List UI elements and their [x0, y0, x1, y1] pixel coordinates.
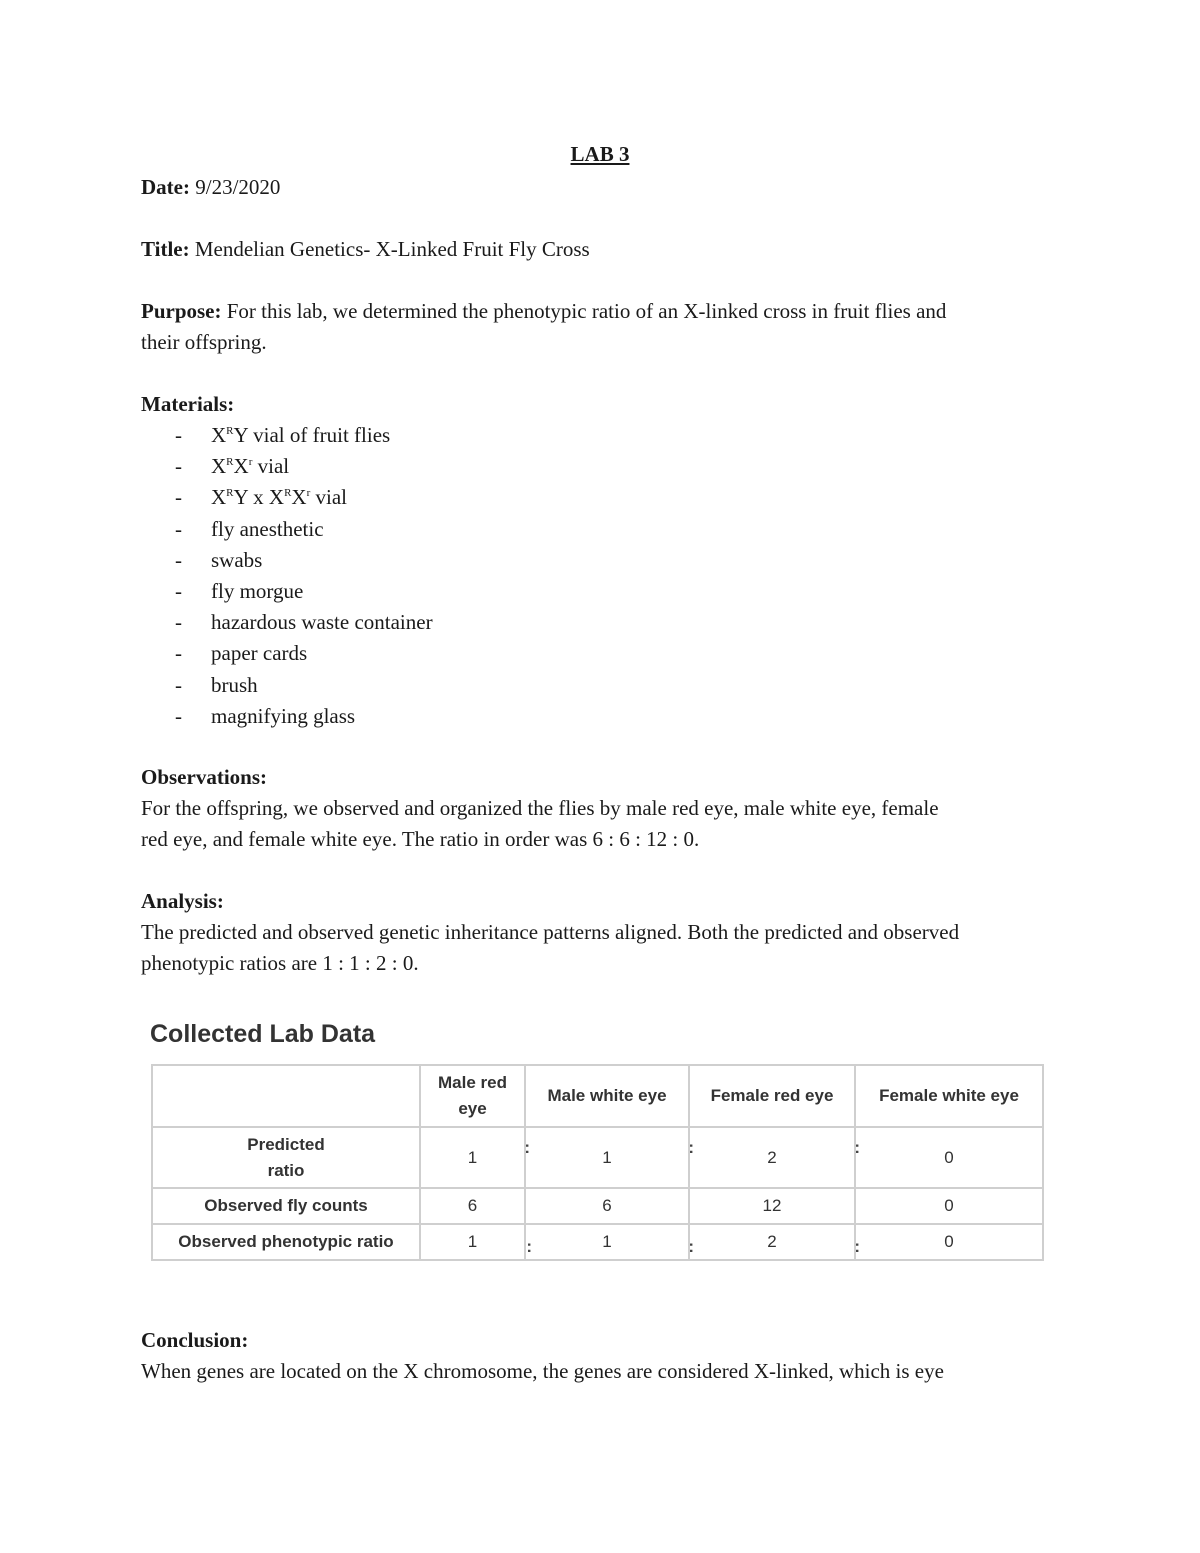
- list-item: - fly morgue: [141, 576, 433, 607]
- table-cell: 1 :: [420, 1127, 525, 1188]
- observations-line-1: For the offspring, we observed and organized the flies by male red eye, male white eye, female: [141, 796, 939, 820]
- observations-line-2: red eye, and female white eye. The ratio in order was 6 : 6 : 12 : 0.: [141, 827, 700, 851]
- materials-heading: [141, 389, 234, 420]
- purpose-text-2: their offspring.: [141, 330, 267, 354]
- table-heading: Collected Lab Data: [150, 1020, 376, 1048]
- conclusion-line-1: When genes are located on the X chromosome, the genes are considered X-linked, which is eye: [141, 1359, 944, 1383]
- table-cell: 1 :: [525, 1224, 689, 1260]
- bullet-dash: -: [175, 672, 182, 697]
- header-cell-female-red-eye: Female red eye: [689, 1065, 855, 1127]
- list-item: - swabs: [141, 545, 433, 576]
- table-cell: 1 :: [420, 1224, 525, 1260]
- table-cell: 0: [855, 1127, 1043, 1188]
- bullet-dash: -: [175, 610, 182, 635]
- purpose-text-1: For this lab, we determined the phenotypic ratio of an X-linked cross in fruit flies and: [226, 299, 947, 323]
- bullet-dash: -: [175, 485, 182, 510]
- purpose-line-2: [141, 327, 267, 358]
- materials-list: [141, 420, 433, 732]
- table-cell: 6: [525, 1188, 689, 1224]
- list-item: - brush: [141, 670, 433, 701]
- document-title: LAB 3: [570, 142, 630, 166]
- table-cell: 2 :: [689, 1127, 855, 1188]
- materials-label: Materials:: [141, 392, 235, 416]
- bullet-dash: -: [175, 547, 182, 572]
- conclusion-heading: [141, 1325, 248, 1356]
- date-label: Date:: [141, 175, 190, 199]
- table-cell: 0: [855, 1188, 1043, 1224]
- row-label-observed-ratio: Observed phenotypic ratio: [152, 1224, 420, 1260]
- analysis-heading: [141, 886, 224, 917]
- observations-label: Observations:: [141, 765, 267, 789]
- purpose-line-1: [141, 296, 946, 327]
- list-item: - hazardous waste container: [141, 607, 433, 638]
- header-cell-male-red-eye: Male red eye: [420, 1065, 525, 1127]
- list-item: - magnifying glass: [141, 701, 433, 732]
- header-cell-male-white-eye: Male white eye: [525, 1065, 689, 1127]
- table-cell: 6: [420, 1188, 525, 1224]
- list-item: - $X^RX^r$ vial: [141, 451, 433, 482]
- list-item: - fly anesthetic: [141, 514, 433, 545]
- table-cell: 0: [855, 1224, 1043, 1260]
- date-line: [141, 172, 280, 203]
- table-header-row: [152, 1065, 1043, 1127]
- list-item: - paper cards: [141, 638, 433, 669]
- bullet-dash: -: [175, 454, 182, 479]
- list-item: - $X^RY$ x $X^RX^r$ vial: [141, 482, 433, 513]
- table-cell: 1 :: [525, 1127, 689, 1188]
- observations-heading: [141, 762, 267, 793]
- title-label: Title:: [141, 237, 190, 261]
- table-row: [152, 1188, 1043, 1224]
- bullet-dash: -: [175, 423, 182, 447]
- list-item: - $X^RY$ vial of fruit flies: [141, 420, 433, 451]
- bullet-dash: -: [175, 516, 182, 541]
- lab-data-table: [151, 1064, 1044, 1261]
- analysis-line-2: phenotypic ratios are 1 : 1 : 2 : 0.: [141, 951, 419, 975]
- conclusion-label: Conclusion:: [141, 1328, 249, 1352]
- bullet-dash: -: [175, 579, 182, 604]
- header-cell-empty: [152, 1065, 420, 1127]
- table-cell: 12: [689, 1188, 855, 1224]
- bullet-dash: -: [175, 703, 182, 728]
- analysis-label: Analysis:: [141, 889, 224, 913]
- header-cell-female-white-eye: Female white eye: [855, 1065, 1043, 1127]
- title-line: [141, 234, 590, 265]
- purpose-label: Purpose:: [141, 299, 222, 323]
- table-cell: 2 :: [689, 1224, 855, 1260]
- analysis-line-1: The predicted and observed genetic inheritance patterns aligned. Both the predicted and observed: [141, 920, 960, 944]
- table-row: [152, 1224, 1043, 1260]
- bullet-dash: -: [175, 641, 182, 666]
- row-label-predicted: Predicted ratio: [152, 1127, 420, 1188]
- title-value: Mendelian Genetics- X-Linked Fruit Fly Cross: [194, 237, 590, 261]
- row-label-observed-counts: Observed fly counts: [152, 1188, 420, 1224]
- date-value: 9/23/2020: [195, 175, 281, 199]
- table-row: [152, 1127, 1043, 1188]
